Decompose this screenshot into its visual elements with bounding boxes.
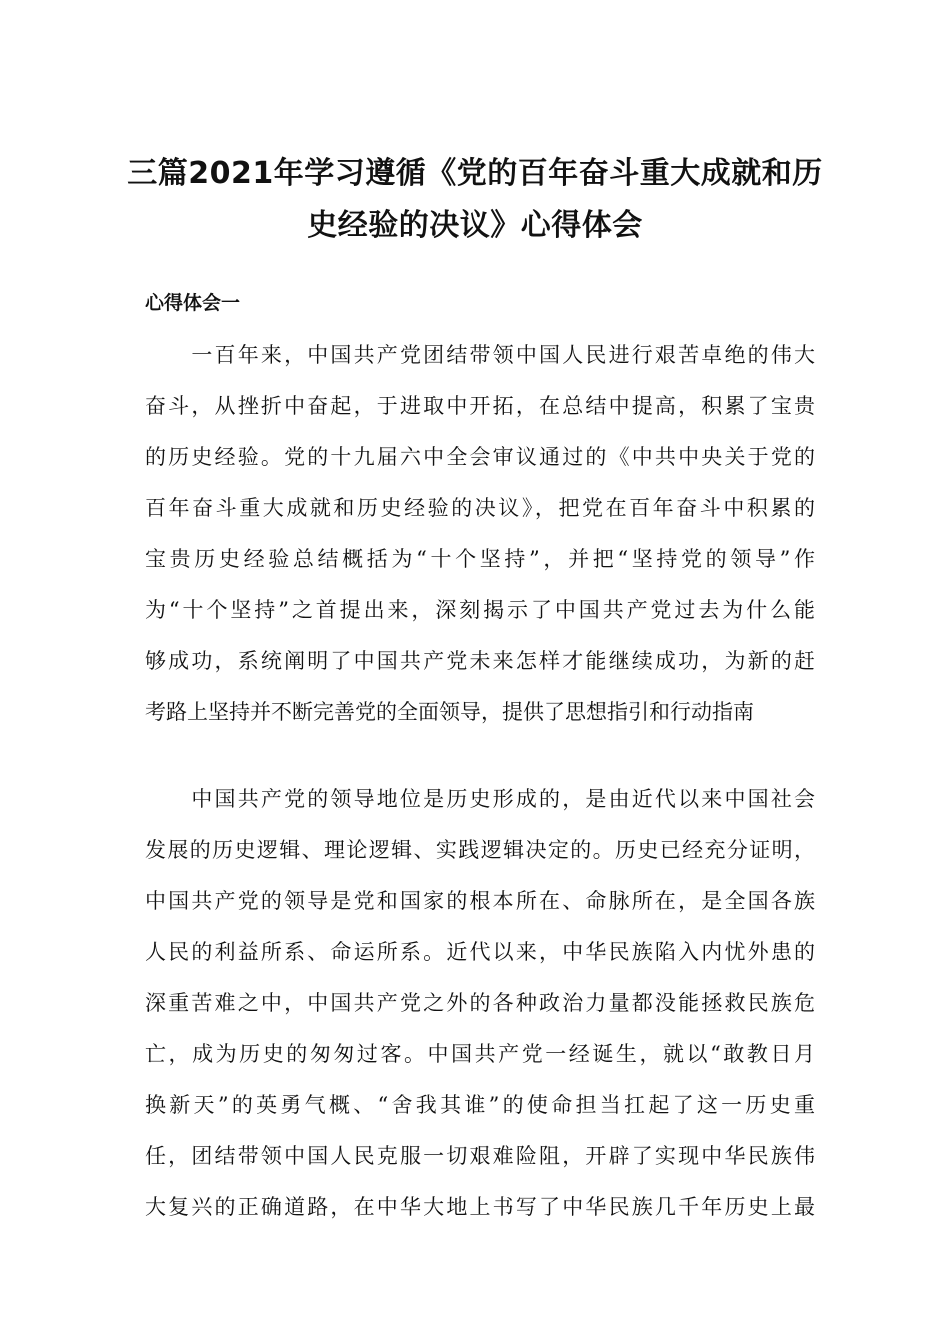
paragraph-line: 换新天”的英勇气概、“舍我其谁”的使命担当扛起了这一历史重: [145, 1093, 815, 1117]
paragraph-line: 中国共产党的领导地位是历史形成的，是由近代以来中国社会: [145, 787, 815, 811]
paragraph-line: 深重苦难之中，中国共产党之外的各种政治力量都没能拯救民族危: [145, 991, 815, 1015]
section-heading: 心得体会一: [145, 292, 241, 314]
paragraph-line: 的历史经验。党的十九届六中全会审议通过的《中共中央关于党的: [145, 445, 815, 469]
title-line-1: 三篇2021年学习遵循《党的百年奋斗重大成就和历: [127, 156, 823, 192]
paragraph-line: 亡，成为历史的匆匆过客。中国共产党一经诞生，就以“敢教日月: [145, 1042, 815, 1066]
paragraph-line: 一百年来，中国共产党团结带领中国人民进行艰苦卓绝的伟大: [145, 343, 815, 367]
document-title: [100, 148, 850, 252]
paragraph-line: 任，团结带领中国人民克服一切艰难险阻，开辟了实现中华民族伟: [145, 1144, 815, 1168]
paragraph-line: 够成功，系统阐明了中国共产党未来怎样才能继续成功，为新的赶: [145, 649, 815, 673]
paragraph-line: 中国共产党的领导是党和国家的根本所在、命脉所在，是全国各族: [145, 889, 815, 913]
paragraph-line: 大复兴的正确道路，在中华大地上书写了中华民族几千年历史上最: [145, 1195, 815, 1219]
paragraph-line: 为“十个坚持”之首提出来，深刻揭示了中国共产党过去为什么能: [145, 598, 815, 622]
paragraph-line: 考路上坚持并不断完善党的全面领导，提供了思想指引和行动指南: [145, 700, 754, 724]
paragraph-line: 宝贵历史经验总结概括为“十个坚持”，并把“坚持党的领导”作: [145, 547, 815, 571]
paragraph-line: 发展的历史逻辑、理论逻辑、实践逻辑决定的。历史已经充分证明，: [145, 838, 815, 862]
paragraph-1: [145, 330, 815, 738]
paragraph-2: [145, 774, 815, 1233]
paragraph-line: 百年奋斗重大成就和历史经验的决议》，把党在百年奋斗中积累的: [145, 496, 815, 520]
paragraph-line: 奋斗，从挫折中奋起，于进取中开拓，在总结中提高，积累了宝贵: [145, 394, 815, 418]
paragraph-line: 人民的利益所系、命运所系。近代以来，中华民族陷入内忧外患的: [145, 940, 815, 964]
title-line-2: 史经验的决议》心得体会: [307, 208, 643, 244]
